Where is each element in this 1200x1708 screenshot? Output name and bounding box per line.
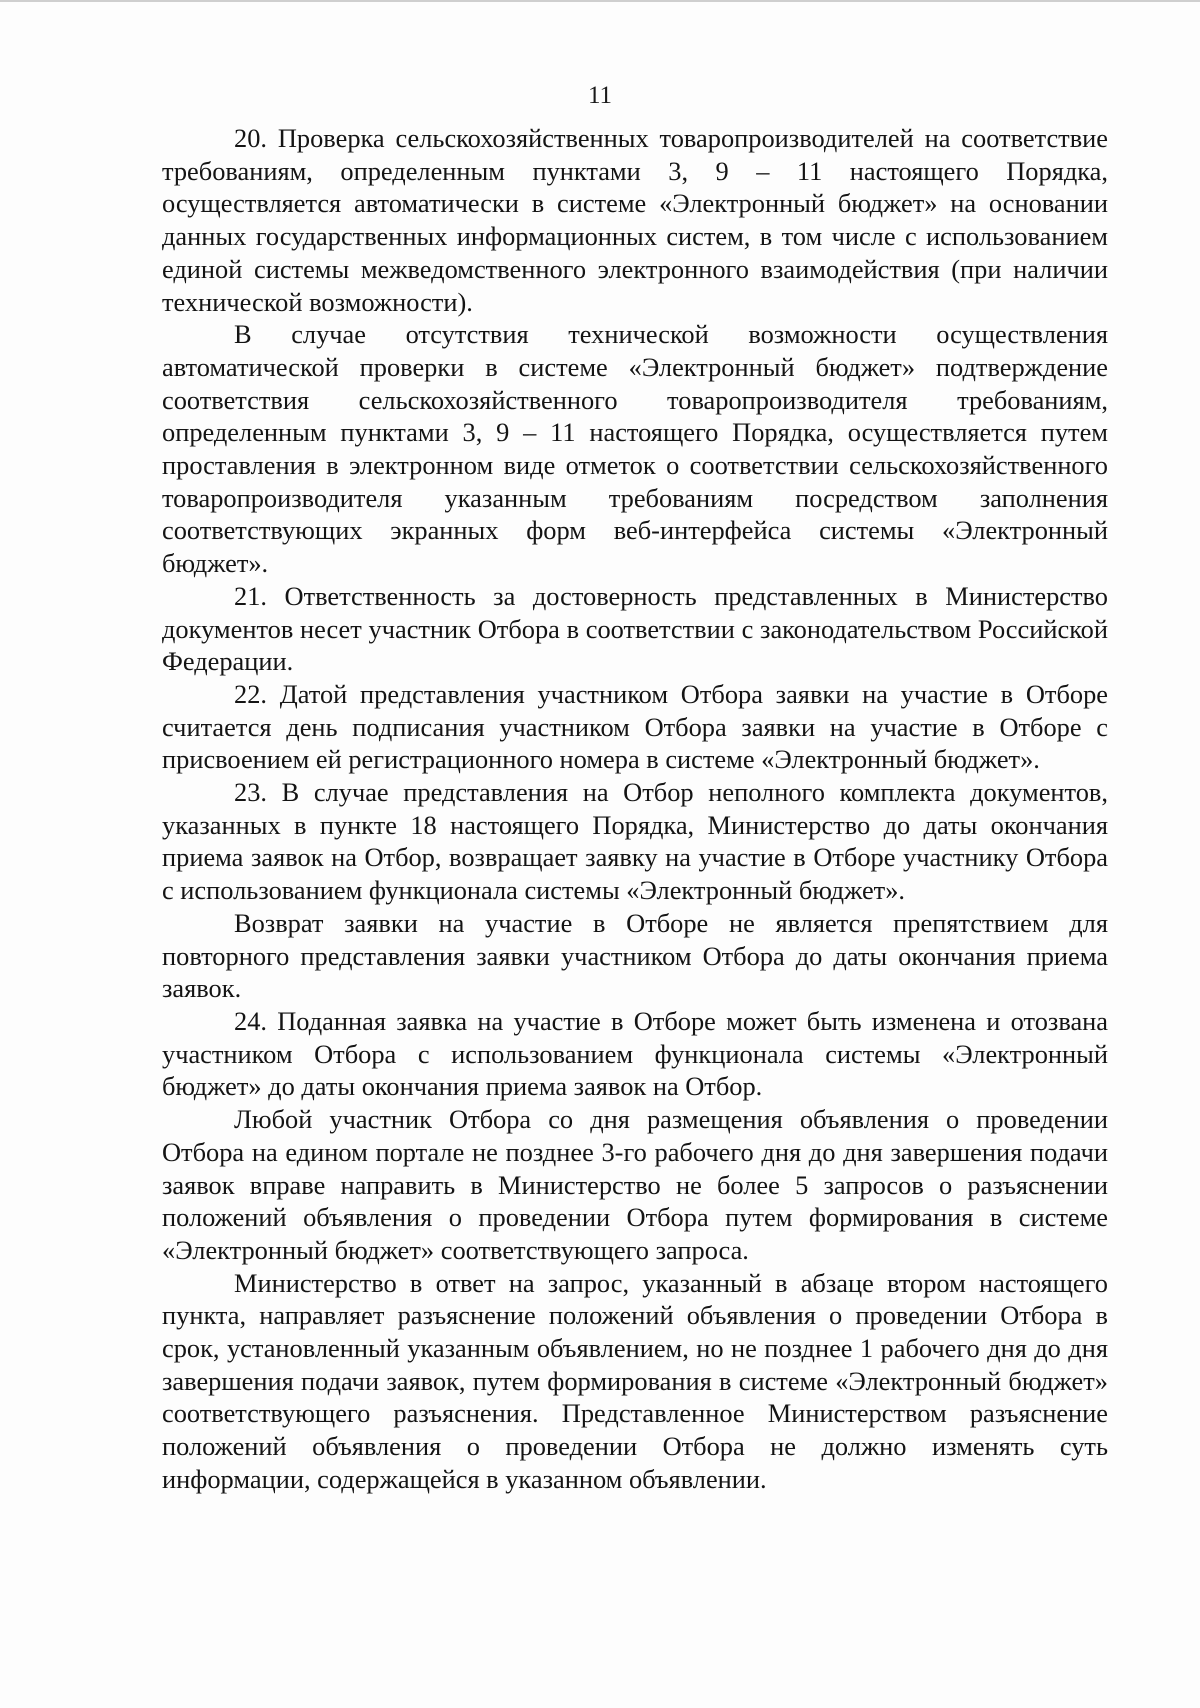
page-number: 11 xyxy=(587,82,613,109)
paragraph-24: 24. Поданная заявка на участие в Отборе может быть изменена и отозвана участником Отбора с использованием функционала системы «Электронный бюджет» до даты окончания приема заявок на Отбор. xyxy=(162,1005,1108,1102)
paragraph-24-continuation-2: Министерство в ответ на запрос, указанный в абзаце втором настоящего пункта, направляет разъяснение положений объявления о проведении Отбора в срок, установленный указанным объявлением, но не позднее 1 рабочего дня до дня завершения подачи заявок, путем формирования в системе «Электронный бюджет» соответствующего разъяснения. Представленное Министерством разъяснение положений объявления о проведении Отбора не должно изменять суть информации, содержащейся в указанном объявлении. xyxy=(162,1267,1108,1494)
paragraph-23-continuation: Возврат заявки на участие в Отборе не является препятствием для повторного представления заявки участником Отбора до даты окончания приема заявок. xyxy=(162,907,1108,1004)
paragraph-21: 21. Ответственность за достоверность представленных в Министерство документов несет участник Отбора в соответствии с законодательством Российской Федерации. xyxy=(162,580,1108,677)
document-body xyxy=(162,122,1108,1496)
paragraph-20: 20. Проверка сельскохозяйственных товаропроизводителей на соответствие требованиям, определенным пунктами 3, 9 – 11 настоящего Порядка, осуществляется автоматически в системе «Электронный бюджет» на основании данных государственных информационных систем, в том числе с использованием единой системы межведомственного электронного взаимодействия (при наличии технической возможности). xyxy=(162,123,1108,317)
page-top-edge xyxy=(0,0,1200,2)
paragraph-20-continuation: В случае отсутствия технической возможности осуществления автоматической проверки в системе «Электронный бюджет» подтверждение соответствия сельскохозяйственного товаропроизводителя требованиям, определенным пунктами 3, 9 – 11 настоящего Порядка, осуществляется путем проставления в электронном виде отметок о соответствии сельскохозяйственного товаропроизводителя указанным требованиям посредством заполнения соответствующих экранных форм веб-интерфейса системы «Электронный бюджет». xyxy=(162,319,1108,579)
paragraph-23: 23. В случае представления на Отбор неполного комплекта документов, указанных в пункте 18 настоящего Порядка, Министерство до даты окончания приема заявок на Отбор, возвращает заявку на участие в Отборе участнику Отбора с использованием функционала системы «Электронный бюджет». xyxy=(162,777,1108,906)
paragraph-24-continuation-1: Любой участник Отбора со дня размещения объявления о проведении Отбора на едином портале не позднее 3-го рабочего дня до дня завершения подачи заявок вправе направить в Министерство не более 5 запросов о разъяснении положений объявления о проведении Отбора путем формирования в системе «Электронный бюджет» соответствующего запроса. xyxy=(162,1104,1108,1265)
paragraph-22: 22. Датой представления участником Отбора заявки на участие в Отборе считается день подписания участником Отбора заявки на участие в Отборе с присвоением ей регистрационного номера в системе «Электронный бюджет». xyxy=(162,678,1108,775)
